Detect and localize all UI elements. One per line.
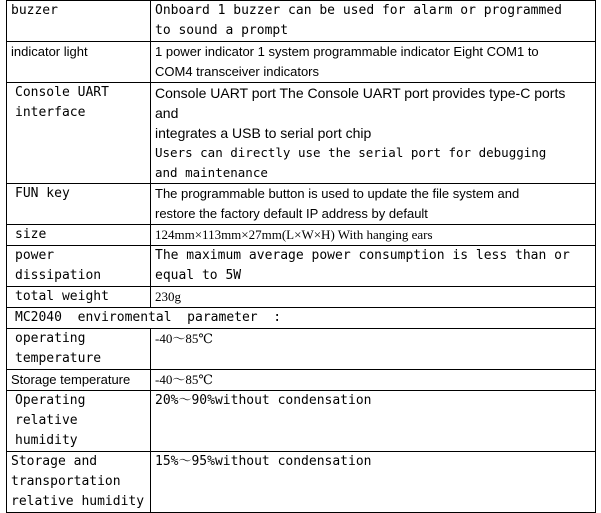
label-text: humidity bbox=[15, 433, 78, 448]
section-heading-text: MC2040 enviromental parameter : bbox=[15, 310, 282, 325]
label-cell bbox=[7, 287, 151, 308]
label-text: indicator light bbox=[11, 44, 88, 59]
table-row-storage-temperature bbox=[7, 370, 596, 391]
value-text: -40～85℃ bbox=[155, 331, 213, 346]
table-row-section-header bbox=[7, 308, 596, 329]
table-row-buzzer bbox=[7, 1, 596, 42]
table-row-console-uart bbox=[7, 83, 596, 184]
value-text: 124mm×113mm×27mm(L×W×H) With hanging ears bbox=[155, 227, 433, 242]
label-text: FUN key bbox=[15, 186, 70, 201]
label-text: Operating bbox=[15, 393, 86, 408]
value-cell bbox=[151, 246, 596, 287]
label-cell bbox=[7, 184, 151, 225]
label-cell bbox=[7, 42, 151, 83]
table-row-fun-key bbox=[7, 184, 596, 225]
value-text: -40～85℃ bbox=[155, 372, 213, 387]
value-text: 15%～95%without condensation bbox=[155, 454, 372, 469]
value-text: Users can directly use the serial port for debugging bbox=[155, 145, 547, 160]
label-text: relative bbox=[15, 413, 78, 428]
label-cell bbox=[7, 1, 151, 42]
value-cell bbox=[151, 184, 596, 225]
spec-table bbox=[6, 0, 596, 513]
label-text: relative humidity bbox=[11, 494, 145, 509]
value-text: COM4 transceiver indicators bbox=[155, 64, 319, 79]
label-cell bbox=[7, 83, 151, 184]
table-row-operating-temperature bbox=[7, 329, 596, 370]
table-row-total-weight bbox=[7, 287, 596, 308]
value-cell bbox=[151, 42, 596, 83]
value-text: to sound a prompt bbox=[155, 23, 289, 38]
label-text: total weight bbox=[15, 289, 109, 304]
value-cell bbox=[151, 83, 596, 184]
value-text: and maintenance bbox=[155, 165, 268, 180]
value-cell bbox=[151, 370, 596, 391]
label-cell bbox=[7, 370, 151, 391]
value-text: 1 power indicator 1 system programmable indicator Eight COM1 to bbox=[155, 44, 539, 59]
label-cell bbox=[7, 452, 151, 513]
table-row-power-dissipation bbox=[7, 246, 596, 287]
label-text: transportation bbox=[11, 474, 121, 489]
label-text: Storage temperature bbox=[11, 372, 131, 387]
value-text: Onboard 1 buzzer can be used for alarm or programmed bbox=[155, 3, 562, 18]
value-text: 230g bbox=[155, 289, 181, 304]
label-text: buzzer bbox=[11, 3, 58, 18]
label-text: size bbox=[15, 227, 47, 242]
value-text: equal to 5W bbox=[155, 268, 242, 283]
value-cell bbox=[151, 329, 596, 370]
table-row-operating-humidity bbox=[7, 391, 596, 452]
table-row-indicator-light bbox=[7, 42, 596, 83]
section-heading bbox=[7, 308, 596, 329]
label-cell bbox=[7, 329, 151, 370]
label-cell bbox=[7, 246, 151, 287]
table-row-size bbox=[7, 225, 596, 246]
value-text: The programmable button is used to update the file system and bbox=[155, 186, 520, 201]
value-text: 20%～90%without condensation bbox=[155, 393, 372, 408]
label-text: temperature bbox=[15, 351, 102, 366]
label-text: dissipation bbox=[15, 268, 102, 283]
label-text: power bbox=[15, 248, 55, 263]
value-cell bbox=[151, 287, 596, 308]
label-cell bbox=[7, 391, 151, 452]
value-text: integrates a USB to serial port chip bbox=[155, 125, 372, 141]
value-text: Console UART port The Console UART port provides type-C ports and bbox=[155, 85, 570, 121]
label-text: Storage and bbox=[11, 454, 98, 469]
label-cell bbox=[7, 225, 151, 246]
value-cell bbox=[151, 1, 596, 42]
value-text: restore the factory default IP address by default bbox=[155, 206, 428, 221]
table-row-storage-humidity bbox=[7, 452, 596, 513]
value-text: The maximum average power consumption is less than or bbox=[155, 248, 570, 263]
value-cell bbox=[151, 225, 596, 246]
value-cell bbox=[151, 452, 596, 513]
value-cell bbox=[151, 391, 596, 452]
label-text: operating bbox=[15, 331, 86, 346]
label-text: interface bbox=[15, 105, 86, 120]
label-text: Console UART bbox=[15, 85, 109, 100]
